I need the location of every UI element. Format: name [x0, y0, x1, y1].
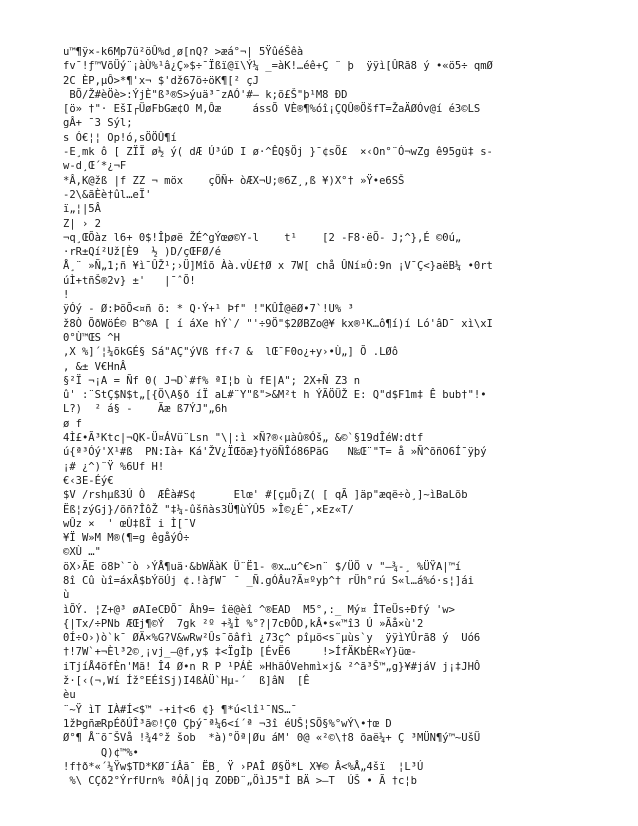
text-line: s Ó€¦¦ Op!ó,sÖÖÛ¶í: [63, 131, 177, 144]
text-line: !f†ð*«´¼Ÿw$TD*KØ¯íÂã¯ ËB¸ Ÿ ›PAÎ Ø§Ö*L X¥© Â<%Å„4šï ¦L³Ú: [63, 760, 424, 773]
text-line: {|Tx/÷PNb ÆŒj¶©Ý 7gk ²º +¾Ì %°?|7cÐÔD,kÂ•s«™î3 Ú »Ãå×ù'2: [63, 617, 424, 630]
text-line: ìÕÝ. ¦Z+@³ øAIeCÐÕ¯ Âh9= îë@èî ^®EAD M5°,:_ Mý¤ ÎTeÜs÷Ðfý 'w>: [63, 603, 455, 616]
text-line: 8î Cû ùî=áxÂ$bÝöÚj ¢.!àƒW¯ ¯ _Ñ.gÓÂu?Ã¤ºyþ^† rÜh°rú S«l…á%ó·s¦]ái: [63, 574, 474, 587]
text-line: ¥Ï W»M M®(¶=g êgåýÓ÷: [63, 532, 190, 545]
text-line: gÂ+ ¯3 Sýl;: [63, 117, 133, 130]
text-line: [ö» †"· EšI┌ÜøFbGæ¢O M,Ôæ ássÕ VÈ®¶%óî¡ÇQÛ®ÖšfT=ŽaÄØÓv@í é3©LS: [63, 103, 481, 116]
text-line: ¡# ¿^)¨Ÿ %6Uf H!: [63, 460, 165, 473]
text-line: L?) ² á§ - Ãæ ß7ÝJ"„6h: [63, 403, 228, 416]
document-body: [63, 45, 598, 788]
text-line: wÛz × ' œÙ‡ßÏ i Ì[¯V: [63, 517, 196, 530]
text-line: %\ CÇð2°ÝrfUrn% ªÓÂ|jq ZOÐÐ¨„ÖìJ5"Ì BÄ >—T ÚŠ • Ã †c¦b: [63, 775, 418, 788]
text-line: -2\&ãÈè†ûl…eÏ': [63, 188, 152, 201]
text-line: ø f: [63, 417, 82, 430]
text-line: ,X %]´¦¼õkGÉ§ Sá"AÇ"ýVß ff‹7 & lŒ¯F0o¿+y›•Ù„] Õ .LØô: [63, 346, 399, 359]
text-line: öX›ÃE ö8Þ`¯ò ›ÝÅ¶uä·&bWÄàK Ü¨Ë1- ®x…u^€>n¨ $/ÜÖ v "—¾-¸ %ÜŸA|™í: [63, 560, 462, 573]
text-line: -E¸mk ô [ ZÏÏ ø½ ý( dÆ Ú³úD I ø·^ÊQ§Öj }¯¢sÖ£ ×‹On°¨Ó¬wZg ê95gü‡ s-: [63, 146, 493, 159]
text-line: €‹3E-Éý€: [63, 474, 120, 487]
text-line: ž·[‹(¬,Wí Íž°EÉîSj)I4ßÀÜ`Hµ-´ ß]âN [Ê: [63, 675, 310, 688]
text-line: Å¸¨ »Ñ„1;ñ ¥ì¯ÛŽ¹;›Ü]Mîõ Àà.vÙ£†Ø x 7W[ chå ÛNí¤Ó:9n ¡V¯Ç<}aëB¼ •0rt: [63, 260, 493, 273]
text-line: Z| › 2: [63, 217, 101, 230]
text-line: ù: [63, 589, 70, 602]
text-line: Ø°¶ Å¨õ¯ŠVå !¾4°ž šob *à)°Öª|Øu áM' 0@ «²©\†8 õaë¼+ Ç ³MÜN¶ý™~UšÜ: [63, 732, 481, 745]
text-line: BÕ/Ž#èÖè>:ÝjÈ"ß³®S>ýuä³¯zAÓ'#— k;õ£Š"þ¹M8 ÐD: [63, 88, 348, 101]
text-line: 0°Ù™ŒS ^H: [63, 331, 120, 344]
text-line: ï„¦|5Â: [63, 203, 101, 216]
text-line: 1žÞgñæRpÉðÚÎ³ã©!Ç0 Çþý¯ª¼6<í´ª ¬3î éUŠ¦SÖ§%°wÝ\•†œ D: [63, 717, 392, 730]
text-line: ·rR±Qí²Už[È9 ½ )D/çŒFØ/é: [63, 246, 222, 259]
text-line: èu: [63, 689, 76, 702]
text-line: w-d¸Œ´*¿¬F: [63, 160, 127, 173]
text-line: †!7W`+¬Èl³2©¸¡vj_—@f,y$ ‡<ÏgÌþ [ÉvË6 !>ÍfÄKbÈR«Y}üœ-: [63, 646, 418, 659]
text-line: ú{ª³Óý'X¹#ß PN:Ià+ Ká'ŽV¿ÏŒõæ}†yöÑÎó86PäG N‰Œ¨"T= å »Ñ^õñO6Í¯ÿþý: [63, 446, 487, 459]
text-line: , &± V€HnÂ: [63, 360, 127, 373]
text-line: ©XÙ …": [63, 546, 108, 559]
text-line: úÌ+tñŠ®2v} ±' |¯ˆÕ!: [63, 274, 196, 287]
text-line: 0Í÷O›)ò`k¯ ØÄ×%G?V&wRw²Ûs¯õâfì ¿73ç^ pîµö<s¨µùs`y ÿÿìYÛrã8 ý Uó6: [63, 632, 481, 645]
text-line: !: [63, 289, 70, 302]
text-line: fv¯!ƒ™VõÜý¨¡àÙ%¹â¿Ç»$÷¯Ïßï@ï\Ý¼ _=àK!…éê+Ç ¨ þ ÿÿì[ÛRã8 ý •«ö5÷ qmØ: [63, 60, 493, 73]
text-line: §²Ï ¬¡A = Ñf 0( J¬D`#f% ªI¦b ù fE|A"; 2X+Ñ Z3 n: [63, 374, 361, 387]
text-line: û' :¨StÇ$N$t„[{Ö\A§ð íÏ aL#¨Y"ß">&M²t h ÝÃÖÜŽ E: Q"d$F1m‡ Ê bub†"!•: [63, 389, 487, 402]
text-line: u™¶ÿ×-k6Mp7ü²öÛ%d¸ø[nQ? >æá°¬| 5ŸûéŠêà: [63, 46, 304, 58]
text-line: iTjíÅ4öfÈn'Mã! Î4 Ø•n R P ¹PÁÈ »HhãÓVehmì×j& ²^ã³Š™„g}¥#jáV j¡‡JHÔ: [63, 660, 481, 673]
text-line: ¬q¸ŒÕàz l6+ 0$!Îþøë ŽÉ^gÝœø©Y-l t¹ [2 -F8·ëÕ- J;^},É ©0ú„: [63, 231, 462, 244]
text-line: ž8Ò ÕðWöÉ© B^®A [ í áXe hÝ`/ "'÷9Ö"$2ØBZo@¥ kx®¹K…ô¶í)í Ló'âD¯ xì\xI: [63, 317, 493, 330]
text-line: ÿÓý - Ø:ÞõÕ<¤ñ õ: * Q·Ý+¹ Þf" !"KÛÎ@ëØ•7`!U% ³: [63, 303, 354, 316]
text-line: Q)¢™%•: [63, 746, 139, 759]
text-line: 4Ì£•Ã³Ktc|¬QK-Ü¤ÁVü¨Lsn "\|:ì ×Ñ?®‹µàû®Óš„ &©`§19dÎéW:dtf: [63, 432, 424, 445]
text-line: $V /rshµß3Ú Ò ÆÊà#S¢ Elœ' #[çµÕ¡Z( [ qÃ ]äp"æqë÷ò¸]~ìBaLõb: [63, 489, 468, 502]
text-line: ¨~Ÿ ìT IÀ#Í<$™ -+i†<6 ¢} ¶*ú<lî¹¯NS…¯: [63, 703, 297, 716]
text-line: *Â,K@žß |f ZZ ¬ möx çÖÑ+ òÆX¬U;®6Z¸,ß ¥)X°† »Ÿ•e6SŠ: [63, 174, 405, 187]
text-line: 2C ÈP,µÔ>*¶'x¬ $'dž67ö÷öK¶[² çJ: [63, 74, 259, 87]
text-line: Ëß¦zýGj}/õñ?ÎôŽ "‡¼-ûšñàs3Ü¶ùÝÛ5 »Î©¿É¯,×Ez«T/: [63, 503, 354, 516]
